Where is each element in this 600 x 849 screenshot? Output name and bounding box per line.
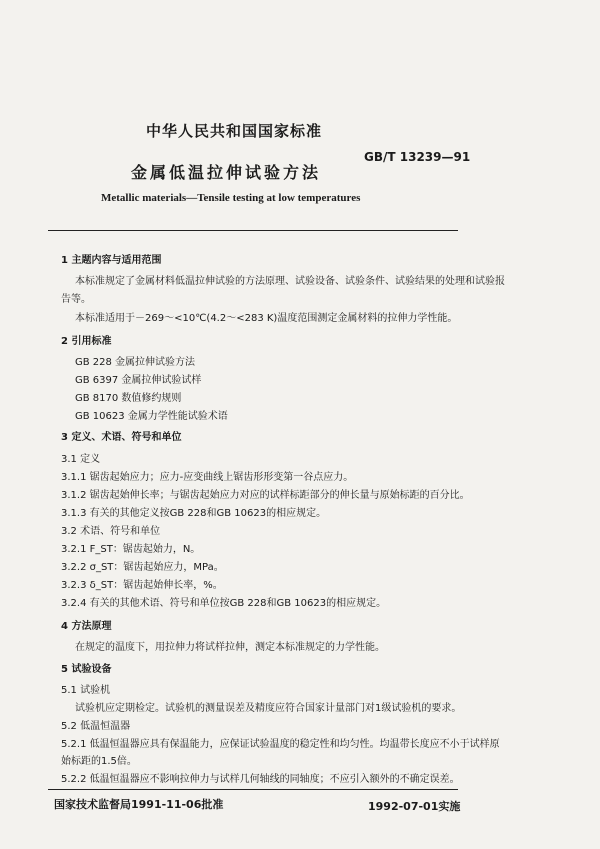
clause-line: 3.1.2 锯齿起始伸长率；与锯齿起始应力对应的试样标距部分的伸长量与原始标距的百分比。: [61, 490, 470, 501]
clause-line: 5.2.1 低温恒温器应具有保温能力，应保证试验温度的稳定性和均匀性。均温带长度应不小于试样原: [61, 739, 500, 750]
clause-line: 3.2 术语、符号和单位: [61, 526, 161, 537]
reference-item: GB 228 金属拉伸试验方法: [75, 357, 196, 368]
title-english: Metallic materials—Tensile testing at low temperatures: [101, 192, 361, 204]
bottom-divider: [48, 789, 458, 790]
standard-code: GB/T 13239—91: [364, 150, 471, 164]
clause-line: 5.2 低温恒温器: [61, 721, 131, 732]
nation-standard-heading: 中华人民共和国国家标准: [146, 122, 323, 140]
section-2-heading: 2 引用标准: [61, 336, 112, 347]
clause-line: 3.2.3 δ_ST：锯齿起始伸长率，%。: [61, 580, 223, 591]
paragraph-line: 试验机应定期检定。试验机的测量误差及精度应符合国家计量部门对1级试验机的要求。: [75, 703, 462, 714]
clause-line: 3.2.4 有关的其他术语、符号和单位按GB 228和GB 10623的相应规定。: [61, 598, 387, 609]
paragraph-line: 在规定的温度下，用拉伸力将试样拉伸，测定本标准规定的力学性能。: [75, 642, 385, 653]
clause-line: 5.2.2 低温恒温器应不影响拉伸力与试样几何轴线的同轴度；不应引入额外的不确定误差。: [61, 774, 460, 785]
paragraph-line: 本标准适用于－269～<10℃(4.2～<283 K)温度范围测定金属材料的拉伸力学性能。: [75, 313, 458, 324]
paragraph-line: 本标准规定了金属材料低温拉伸试验的方法原理、试验设备、试验条件、试验结果的处理和试验报: [75, 276, 505, 287]
clause-line: 3.1.3 有关的其他定义按GB 228和GB 10623的相应规定。: [61, 508, 327, 519]
section-1-heading: 1 主题内容与适用范围: [61, 255, 162, 266]
paragraph-line: 告等。: [61, 294, 91, 305]
paragraph-line: 始标距的1.5倍。: [61, 756, 137, 767]
clause-line: 3.2.1 F_ST：锯齿起始力，N。: [61, 544, 201, 555]
reference-item: GB 10623 金属力学性能试验术语: [75, 411, 228, 422]
approval-date: 国家技术监督局1991-11-06批准: [54, 798, 224, 811]
section-3-heading: 3 定义、术语、符号和单位: [61, 432, 182, 443]
reference-item: GB 8170 数值修约规则: [75, 393, 182, 404]
clause-line: 3.2.2 σ_ST：锯齿起始应力，MPa。: [61, 562, 224, 573]
title-chinese: 金属低温拉伸试验方法: [131, 163, 322, 182]
clause-line: 5.1 试验机: [61, 685, 111, 696]
effective-date: 1992-07-01实施: [368, 800, 461, 813]
reference-item: GB 6397 金属拉伸试验试样: [75, 375, 202, 386]
section-4-heading: 4 方法原理: [61, 621, 112, 632]
section-5-heading: 5 试验设备: [61, 664, 112, 675]
top-divider: [48, 230, 458, 231]
clause-line: 3.1.1 锯齿起始应力；应力-应变曲线上锯齿形形变第一谷点应力。: [61, 472, 354, 483]
clause-line: 3.1 定义: [61, 454, 101, 465]
